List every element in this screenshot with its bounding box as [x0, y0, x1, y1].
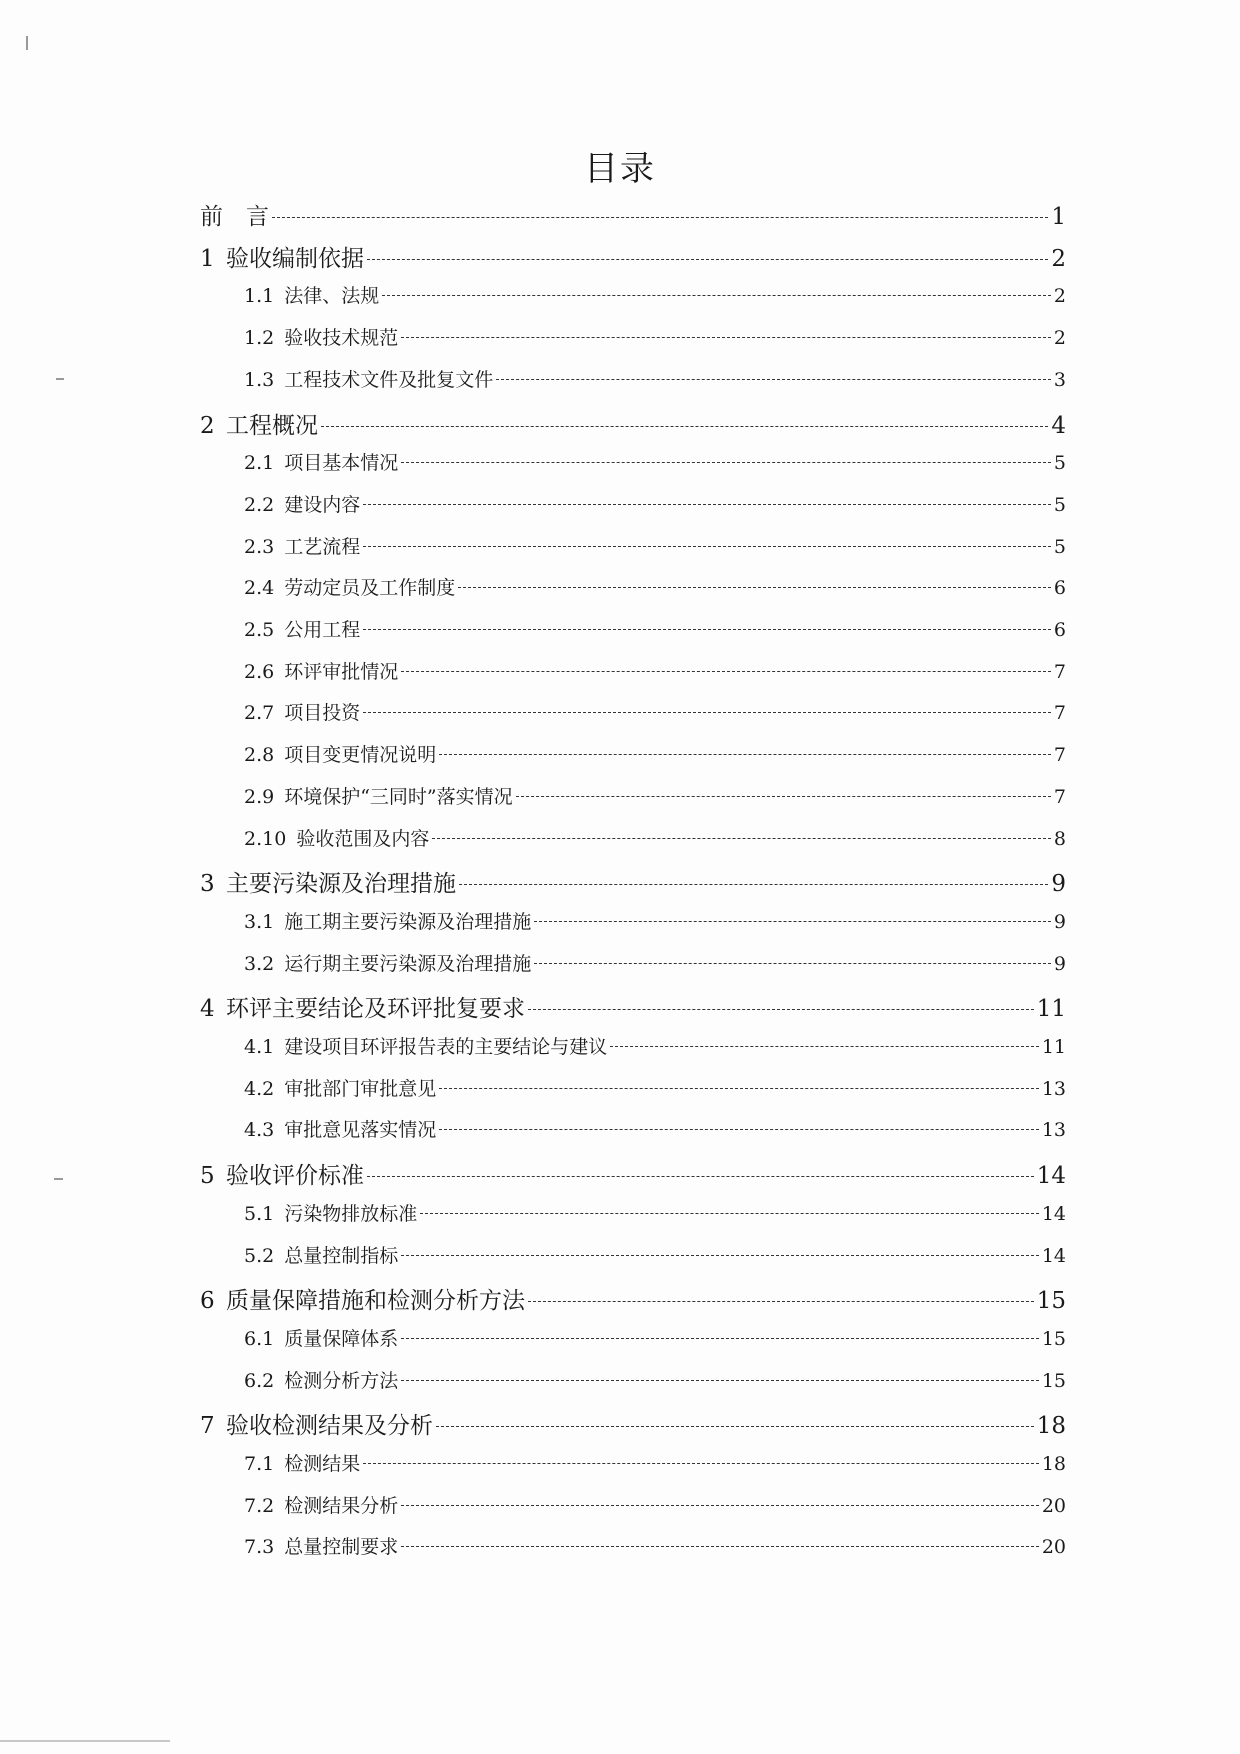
- toc-entry-page-number: 14: [1041, 1244, 1066, 1267]
- toc-entry-number: 2.9: [244, 785, 275, 808]
- toc-dash-leader: [401, 1546, 1039, 1547]
- toc-entry-number: 2: [200, 412, 215, 439]
- toc-entry-page-number: 9: [1051, 871, 1066, 898]
- toc-entry-number: 5.2: [244, 1244, 275, 1267]
- toc-entry-page-number: 4: [1051, 412, 1066, 439]
- scan-mark-bottom: [0, 1740, 170, 1742]
- toc-entry: [244, 1241, 1066, 1268]
- toc-entry-number: 3: [200, 871, 215, 898]
- toc-dash-leader: [363, 504, 1051, 505]
- toc-entry-page-number: 7: [1053, 660, 1066, 683]
- toc-entry-title: 项目变更情况说明: [284, 744, 437, 767]
- toc-entry: [200, 240, 1066, 273]
- toc-dash-leader: [321, 426, 1048, 427]
- toc-entry-page-number: 13: [1041, 1119, 1066, 1142]
- toc-entry-title: 污染物排放标准: [284, 1202, 418, 1225]
- toc-entry-title: 总量控制指标: [284, 1244, 399, 1267]
- toc-entry-page-number: 6: [1053, 577, 1066, 600]
- toc-entry-page-number: 11: [1036, 996, 1066, 1023]
- toc-entry-page-number: 2: [1053, 285, 1066, 308]
- toc-entry-number: 5.1: [244, 1202, 275, 1225]
- toc-entry-title: 验收评价标准: [226, 1163, 364, 1190]
- toc-entry: [200, 1407, 1066, 1440]
- toc-entry-page-number: 7: [1053, 744, 1066, 767]
- toc-entry-title: 总量控制要求: [284, 1536, 399, 1559]
- toc-dash-leader: [272, 217, 1048, 218]
- toc-entry: [244, 782, 1066, 809]
- toc-entry-number: 3.1: [244, 910, 275, 933]
- toc-entry-title: 项目基本情况: [284, 452, 399, 475]
- toc-entry-title: 验收编制依据: [226, 245, 364, 272]
- toc-entry-title: 劳动定员及工作制度: [284, 577, 456, 600]
- toc-entry-number: 1.1: [244, 285, 275, 308]
- toc-dash-leader: [367, 259, 1048, 260]
- toc-dash-leader: [610, 1046, 1039, 1047]
- toc-entry-number: 1.2: [244, 327, 275, 350]
- toc-entry-number: 6.2: [244, 1369, 275, 1392]
- toc-dash-leader: [363, 629, 1051, 630]
- toc-entry-number: 2.2: [244, 493, 275, 516]
- toc-entry: [244, 1032, 1066, 1059]
- toc-entry-title: 环评审批情况: [284, 660, 399, 683]
- toc-entry-page-number: 3: [1053, 368, 1066, 391]
- toc-entry-number: 3.2: [244, 952, 275, 975]
- toc-dash-leader: [436, 1426, 1034, 1427]
- toc-entry: [244, 448, 1066, 475]
- toc-entry-number: 2.8: [244, 744, 275, 767]
- toc-entry-title: 验收范围及内容: [296, 827, 430, 850]
- toc-entry-title: 检测结果: [284, 1453, 361, 1475]
- toc-entry-number: 2.10: [244, 827, 287, 850]
- toc-dash-leader: [401, 337, 1051, 338]
- toc-entry-number: 4.3: [244, 1119, 275, 1142]
- toc-entry-number: 7.2: [244, 1494, 275, 1517]
- toc-dash-leader: [363, 712, 1051, 713]
- toc-entry-page-number: 20: [1041, 1536, 1066, 1559]
- toc-entry-title: 工程技术文件及批复文件: [284, 368, 494, 391]
- toc-entry: [200, 1282, 1066, 1315]
- toc-entry: [200, 990, 1066, 1023]
- toc-dash-leader: [458, 587, 1051, 588]
- toc-entry: [244, 1532, 1066, 1559]
- toc-entry-title: 审批部门审批意见: [284, 1077, 437, 1100]
- toc-entry: [244, 1074, 1066, 1101]
- toc-dash-leader: [401, 462, 1051, 463]
- toc-entry-page-number: 20: [1041, 1494, 1066, 1517]
- toc-entry: [244, 281, 1066, 308]
- toc-entry-title: 质量保障措施和检测分析方法: [226, 1288, 525, 1315]
- toc-entry-title: 施工期主要污染源及治理措施: [284, 910, 532, 933]
- toc-entry-page-number: 15: [1036, 1288, 1066, 1315]
- toc-dash-leader: [439, 1088, 1039, 1089]
- toc-entry: [244, 532, 1066, 559]
- toc-entry-number: 1.3: [244, 368, 275, 391]
- toc-entry-page-number: 2: [1053, 327, 1066, 350]
- toc-entry-title: 检测分析方法: [284, 1369, 399, 1392]
- toc-entry-page-number: 18: [1041, 1453, 1066, 1475]
- toc-dash-leader: [528, 1301, 1034, 1302]
- toc-entry: [244, 615, 1066, 642]
- toc-entry-title: 质量保障体系: [284, 1327, 399, 1350]
- toc-dash-leader: [496, 379, 1051, 380]
- toc-entry-title: 运行期主要污染源及治理措施: [284, 952, 532, 975]
- toc-dash-leader: [432, 838, 1051, 839]
- toc-entry-number: 2.1: [244, 452, 275, 475]
- toc-entry-page-number: 2: [1051, 245, 1066, 272]
- toc-dash-leader: [363, 1463, 1039, 1464]
- toc-dash-leader: [516, 796, 1051, 797]
- toc-entry: [244, 1324, 1066, 1351]
- toc-entry-title: 工程概况: [226, 412, 318, 439]
- toc-entry-number: 4.2: [244, 1077, 275, 1100]
- toc-entry: [244, 1199, 1066, 1226]
- toc-entry: [200, 407, 1066, 440]
- toc-entry: [200, 865, 1066, 898]
- toc-entry-title: 主要污染源及治理措施: [226, 871, 456, 898]
- toc-dash-leader: [401, 1380, 1039, 1381]
- toc-entry-page-number: 14: [1041, 1202, 1066, 1225]
- toc-dash-leader: [382, 295, 1051, 296]
- toc-dash-leader: [401, 1255, 1039, 1256]
- scan-mark-top-left: [26, 36, 28, 50]
- toc-entry-title: 工艺流程: [284, 535, 361, 558]
- toc-dash-leader: [439, 754, 1051, 755]
- toc-entry-page-number: 7: [1053, 785, 1066, 808]
- page-title: 目录: [584, 149, 656, 189]
- toc-dash-leader: [534, 963, 1051, 964]
- toc-dash-leader: [401, 671, 1051, 672]
- toc-entry: [244, 490, 1066, 517]
- toc-entry-number: 1: [200, 245, 215, 272]
- toc-entry-page-number: 15: [1041, 1369, 1066, 1392]
- toc-entry-number: 6.1: [244, 1327, 275, 1350]
- toc-entry-title: 建设项目环评报告表的主要结论与建议: [284, 1036, 608, 1058]
- toc-dash-leader: [401, 1338, 1039, 1339]
- toc-entry: [244, 907, 1066, 934]
- toc-entry: [200, 198, 1066, 231]
- toc-entry-number: 7.3: [244, 1536, 275, 1559]
- toc-entry-title: 验收检测结果及分析: [226, 1413, 433, 1440]
- toc-entry-title: 建设内容: [284, 493, 361, 516]
- toc-dash-leader: [534, 921, 1051, 922]
- toc-entry: [244, 1449, 1066, 1476]
- toc-entry-page-number: 9: [1053, 952, 1066, 975]
- toc-dash-leader: [367, 1176, 1034, 1177]
- toc-entry: [244, 1366, 1066, 1393]
- toc-entry-number: 4.1: [244, 1036, 275, 1058]
- toc-entry-number: 2.6: [244, 660, 275, 683]
- toc-entry-page-number: 6: [1053, 619, 1066, 641]
- toc-entry-page-number: 11: [1041, 1036, 1066, 1058]
- toc-entry-page-number: 1: [1051, 204, 1066, 230]
- toc-entry-number: 2.4: [244, 577, 275, 600]
- toc-entry: [244, 365, 1066, 392]
- scan-mark-left-2: [54, 1178, 63, 1180]
- toc-entry-number: 2.7: [244, 702, 275, 725]
- toc-entry-number: 5: [200, 1163, 215, 1190]
- toc-entry-title: 审批意见落实情况: [284, 1119, 437, 1142]
- scan-mark-left-1: [56, 378, 64, 380]
- toc-dash-leader: [363, 546, 1051, 547]
- toc-entry-title: 环评主要结论及环评批复要求: [226, 996, 525, 1023]
- toc-dash-leader: [528, 1009, 1034, 1010]
- toc-entry-page-number: 8: [1053, 827, 1066, 850]
- toc-entry-title: 项目投资: [284, 702, 361, 725]
- toc-entry: [244, 698, 1066, 725]
- toc-entry: [244, 573, 1066, 600]
- toc-entry-number: 6: [200, 1288, 215, 1315]
- toc-entry-title: 环境保护“三同时”落实情况: [284, 785, 513, 808]
- toc-entry-title: 验收技术规范: [284, 327, 399, 350]
- toc-entry-page-number: 7: [1053, 702, 1066, 725]
- toc-entry-page-number: 14: [1036, 1163, 1066, 1190]
- toc-entry: [244, 740, 1066, 767]
- toc-entry: [244, 323, 1066, 350]
- toc-entry-title: 前 言: [200, 204, 269, 230]
- toc-entry-page-number: 15: [1041, 1327, 1066, 1350]
- toc-entry: [244, 657, 1066, 684]
- toc-entry-number: 4: [200, 996, 215, 1023]
- toc-entry-page-number: 18: [1036, 1413, 1066, 1440]
- toc-entry-page-number: 5: [1053, 452, 1066, 475]
- toc-entry-title: 检测结果分析: [284, 1494, 399, 1517]
- toc-entry-number: 2.3: [244, 535, 275, 558]
- toc-entry: [244, 949, 1066, 976]
- toc-entry-page-number: 9: [1053, 910, 1066, 933]
- toc-entry: [244, 1491, 1066, 1518]
- toc-entry-number: 7: [200, 1413, 215, 1440]
- toc-entry-page-number: 5: [1053, 493, 1066, 516]
- toc-entry: [244, 824, 1066, 851]
- toc-entry: [200, 1157, 1066, 1190]
- toc-entry-number: 7.1: [244, 1453, 275, 1475]
- toc-entry-page-number: 5: [1053, 535, 1066, 558]
- toc-entry-title: 法律、法规: [284, 285, 380, 308]
- toc-entry: [244, 1115, 1066, 1142]
- toc-entry-number: 2.5: [244, 619, 275, 641]
- toc-entry-page-number: 13: [1041, 1077, 1066, 1100]
- toc-dash-leader: [420, 1213, 1039, 1214]
- toc-dash-leader: [401, 1505, 1039, 1506]
- toc-entry-title: 公用工程: [284, 619, 361, 641]
- toc-dash-leader: [459, 884, 1048, 885]
- toc-dash-leader: [439, 1129, 1039, 1130]
